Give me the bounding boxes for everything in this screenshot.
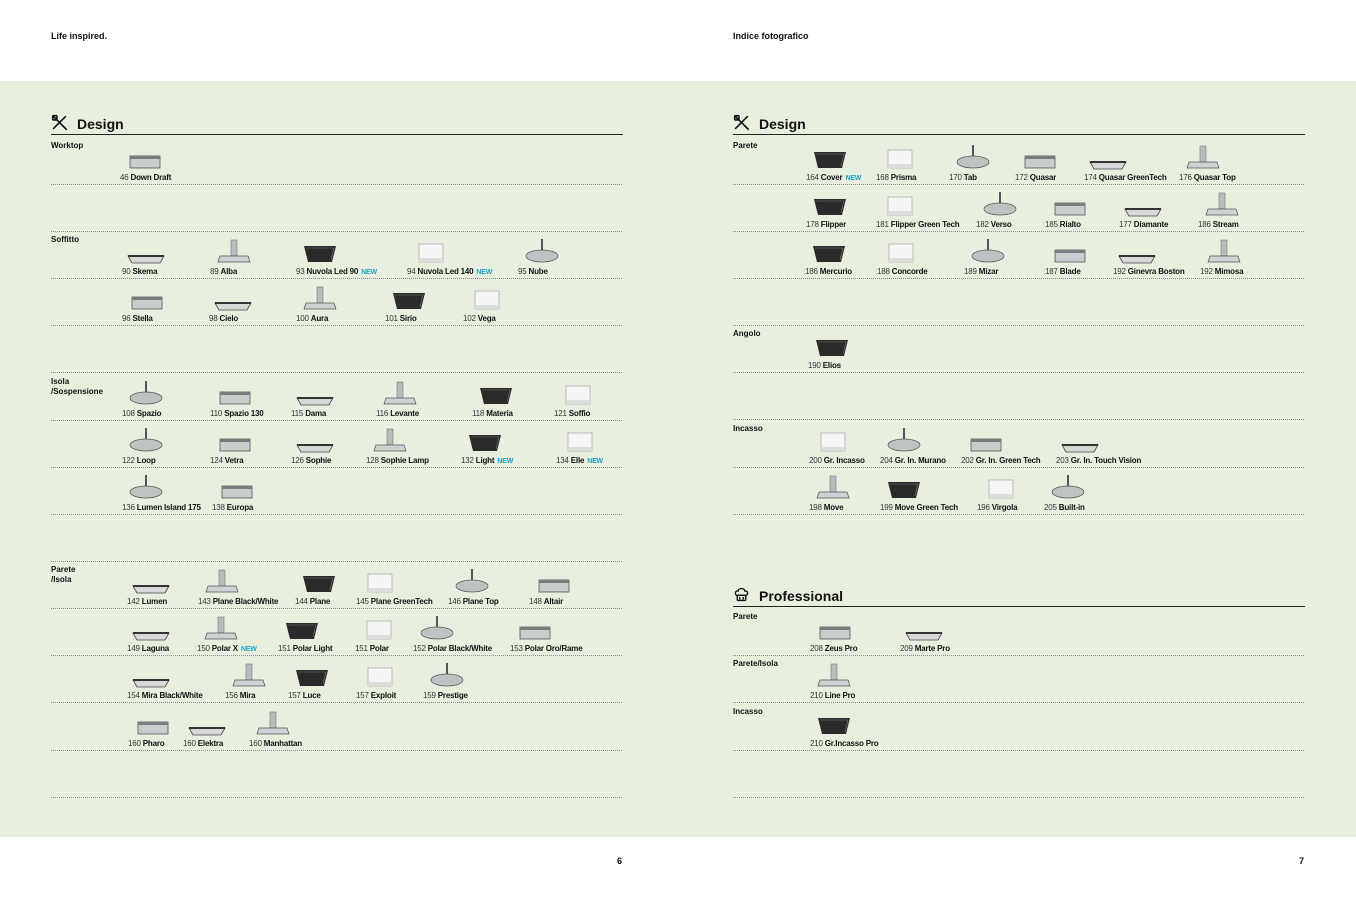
page-ref: 148 (529, 597, 542, 606)
page-ref: 186 (805, 267, 818, 276)
product-name: Gr. Incasso (823, 456, 865, 465)
product-name: Plane (309, 597, 331, 606)
product-name: Elios (822, 361, 841, 370)
product-name: Mira Black/White (141, 691, 203, 700)
page-ref: 94 (407, 267, 416, 276)
product-name: Polar Black/White (427, 644, 492, 653)
product-name: Altair (543, 597, 564, 606)
page-ref: 209 (900, 644, 913, 653)
category-label: Isola /Sospensione (51, 377, 104, 396)
page-ref: 96 (122, 314, 131, 323)
page-ref: 151 (355, 644, 368, 653)
product-name: Spazio (136, 409, 162, 418)
page-ref: 187 (1045, 267, 1058, 276)
page-ref: 138 (212, 503, 225, 512)
page-number-right: 7 (1299, 856, 1305, 866)
product-name: Concorde (891, 267, 928, 276)
page-ref: 178 (806, 220, 819, 229)
page-ref: 121 (554, 409, 567, 418)
page-ref: 108 (122, 409, 135, 418)
product-name: Down Draft (130, 173, 172, 182)
product-name: Nuvola Led 140 (417, 267, 474, 276)
page-ref: 160 (128, 739, 141, 748)
product-name: Dama (305, 409, 327, 418)
product-name: Blade (1059, 267, 1081, 276)
product-name: Plane Top (462, 597, 499, 606)
category-label: Angolo (733, 329, 761, 338)
page-ref: 110 (210, 409, 223, 418)
product-name: Virgola (991, 503, 1018, 512)
header-left: Life inspired. (51, 31, 108, 41)
product-name: Elektra (197, 739, 224, 748)
page-ref: 150 (197, 644, 210, 653)
page-ref: 189 (964, 267, 977, 276)
catalog-row (51, 137, 622, 185)
page-ref: 177 (1119, 220, 1132, 229)
product-name: Sophie Lamp (380, 456, 429, 465)
product-name: Plane Black/White (212, 597, 279, 606)
product-name: Gr. In. Green Tech (975, 456, 1041, 465)
product-name: Elle (570, 456, 585, 465)
page-ref: 144 (295, 597, 308, 606)
page-ref: 146 (448, 597, 461, 606)
new-badge: NEW (361, 269, 377, 276)
page-ref: 181 (876, 220, 889, 229)
catalog-row (733, 231, 1304, 279)
page-ref: 122 (122, 456, 135, 465)
catalog-row (733, 467, 1304, 515)
product-name: Light (475, 456, 495, 465)
catalog-row (733, 750, 1304, 798)
page-ref: 153 (510, 644, 523, 653)
product-name: Move Green Tech (894, 503, 958, 512)
page-ref: 192 (1200, 267, 1213, 276)
page-ref: 101 (385, 314, 398, 323)
page-ref: 102 (463, 314, 476, 323)
product-name: Polar Light (292, 644, 333, 653)
page-ref: 168 (876, 173, 889, 182)
product-name: Lumen Island 175 (136, 503, 201, 512)
section-header-design (733, 114, 1305, 135)
professional-icon (733, 586, 750, 603)
page-ref: 157 (356, 691, 369, 700)
catalog-row (51, 750, 622, 798)
page-ref: 188 (877, 267, 890, 276)
page-ref: 156 (225, 691, 238, 700)
page-ref: 198 (809, 503, 822, 512)
page-ref: 210 (810, 739, 823, 748)
product-name: Plane GreenTech (370, 597, 433, 606)
product-name: Lumen (141, 597, 168, 606)
product-name: Sirio (399, 314, 417, 323)
product-name: Materia (486, 409, 513, 418)
product-name: Sophie (305, 456, 332, 465)
page-ref: 186 (1198, 220, 1211, 229)
product-name: Prisma (890, 173, 917, 182)
product-name: Flipper Green Tech (890, 220, 960, 229)
product-name: Rialto (1059, 220, 1081, 229)
page-ref: 151 (278, 644, 291, 653)
catalog-row (733, 137, 1304, 185)
product-name: Marte Pro (914, 644, 950, 653)
page-ref: 200 (809, 456, 822, 465)
new-badge: NEW (587, 458, 603, 465)
page-ref: 203 (1056, 456, 1069, 465)
product-name: Vega (477, 314, 496, 323)
page-ref: 164 (806, 173, 819, 182)
product-name: Move (823, 503, 844, 512)
design-icon (51, 114, 68, 131)
product-name: Zeus Pro (824, 644, 858, 653)
section-title: Professional (759, 588, 844, 604)
product-name: Laguna (141, 644, 170, 653)
section-title: Design (77, 116, 124, 132)
page-ref: 126 (291, 456, 304, 465)
product-name: Quasar Top (1193, 173, 1236, 182)
product-name: Tab (963, 173, 977, 182)
product-name: Nube (528, 267, 548, 276)
catalog-row (51, 514, 622, 562)
catalog-row (51, 655, 622, 703)
category-label: Incasso (733, 707, 763, 716)
category-label: Soffitto (51, 235, 79, 244)
page-ref: 128 (366, 456, 379, 465)
product-name: Spazio 130 (224, 409, 264, 418)
page-ref: 143 (198, 597, 211, 606)
page-ref: 90 (122, 267, 131, 276)
product-name: Polar Oro/Rame (524, 644, 583, 653)
product-name: Gr. In. Murano (894, 456, 946, 465)
page-ref: 98 (209, 314, 218, 323)
product-name: Prestige (437, 691, 468, 700)
page-ref: 132 (461, 456, 474, 465)
product-name: Mimosa (1214, 267, 1244, 276)
page-ref: 199 (880, 503, 893, 512)
page-ref: 145 (356, 597, 369, 606)
product-name: Manhattan (263, 739, 302, 748)
product-name: Line Pro (824, 691, 856, 700)
product-name: Nuvola Led 90 (306, 267, 359, 276)
new-badge: NEW (845, 175, 862, 182)
page-ref: 176 (1179, 173, 1192, 182)
page-ref: 136 (122, 503, 135, 512)
category-label: Parete/Isola (733, 659, 778, 668)
product-name: Luce (302, 691, 321, 700)
page-ref: 172 (1015, 173, 1028, 182)
header-right: Indice fotografico (733, 31, 809, 41)
page-ref: 152 (413, 644, 426, 653)
product-name: Mizar (978, 267, 999, 276)
product-name: Stream (1212, 220, 1239, 229)
product-name: Mercurio (819, 267, 852, 276)
catalog-row (51, 278, 622, 326)
page-ref: 95 (518, 267, 527, 276)
page-ref: 46 (120, 173, 129, 182)
product-name: Europa (226, 503, 254, 512)
product-name: Aura (310, 314, 329, 323)
catalog-row (733, 420, 1304, 468)
product-name: Built-in (1058, 503, 1085, 512)
product-name: Soffio (568, 409, 591, 418)
catalog-row (733, 703, 1304, 751)
product-name: Levante (390, 409, 420, 418)
page-ref: 160 (249, 739, 262, 748)
page-ref: 196 (977, 503, 990, 512)
catalog-row (51, 373, 622, 421)
page-ref: 115 (291, 409, 304, 418)
page-ref: 149 (127, 644, 140, 653)
catalog-row (733, 325, 1304, 373)
design-icon (733, 114, 750, 131)
product-name: Stella (132, 314, 153, 323)
page-ref: 100 (296, 314, 309, 323)
catalog-row (51, 184, 622, 232)
product-name: Flipper (820, 220, 847, 229)
section-header-design (51, 114, 623, 135)
page-ref: 142 (127, 597, 140, 606)
page-ref: 154 (127, 691, 140, 700)
product-name: Skema (132, 267, 158, 276)
category-label: Parete (733, 612, 758, 621)
section-header-professional (733, 586, 1305, 607)
page-ref: 174 (1084, 173, 1097, 182)
product-name: Mira (239, 691, 256, 700)
catalog-row (733, 372, 1304, 420)
page-ref: 118 (472, 409, 485, 418)
page-ref: 204 (880, 456, 893, 465)
new-badge: NEW (240, 646, 257, 653)
page-ref: 170 (949, 173, 962, 182)
product-name: Pharo (142, 739, 165, 748)
product-name: Quasar (1029, 173, 1057, 182)
catalog-row (51, 703, 622, 751)
category-label: Parete (733, 141, 758, 150)
product-name: Loop (136, 456, 156, 465)
catalog-row (51, 325, 622, 373)
catalog-row (733, 608, 1304, 656)
catalog-row (51, 420, 622, 468)
page-ref: 190 (808, 361, 821, 370)
catalog-row (733, 655, 1304, 703)
product-name: Gr. In. Touch Vision (1070, 456, 1142, 465)
catalog-row (733, 184, 1304, 232)
product-name: Vetra (224, 456, 244, 465)
catalog-row (51, 467, 622, 515)
product-name: Cielo (219, 314, 239, 323)
page-ref: 192 (1113, 267, 1126, 276)
page-ref: 210 (810, 691, 823, 700)
new-badge: NEW (497, 458, 514, 465)
page-ref: 159 (423, 691, 436, 700)
category-label: Parete /Isola (51, 565, 76, 584)
product-name: Polar (369, 644, 389, 653)
product-name: Ginevra Boston (1127, 267, 1185, 276)
page-ref: 157 (288, 691, 301, 700)
catalog-row (51, 608, 622, 656)
page-number-left: 6 (617, 856, 623, 866)
product-name: Alba (220, 267, 238, 276)
page-ref: 116 (376, 409, 389, 418)
catalog-row (51, 561, 622, 609)
page-ref: 182 (976, 220, 989, 229)
category-label: Incasso (733, 424, 763, 433)
page-ref: 160 (183, 739, 196, 748)
section-title: Design (759, 116, 806, 132)
page-ref: 93 (296, 267, 305, 276)
catalog-row (733, 278, 1304, 326)
product-name: Polar X (211, 644, 238, 653)
page-ref: 134 (556, 456, 569, 465)
product-name: Verso (990, 220, 1012, 229)
page-ref: 185 (1045, 220, 1058, 229)
category-label: Worktop (51, 141, 84, 150)
product-name: Diamante (1133, 220, 1169, 229)
product-name: Exploit (370, 691, 397, 700)
product-name: Cover (820, 173, 843, 182)
page-ref: 208 (810, 644, 823, 653)
page-ref: 205 (1044, 503, 1057, 512)
product-name: Quasar GreenTech (1098, 173, 1167, 182)
page-ref: 124 (210, 456, 223, 465)
page-ref: 202 (961, 456, 974, 465)
new-badge: NEW (476, 269, 493, 276)
page-ref: 89 (210, 267, 219, 276)
product-name: Gr.Incasso Pro (824, 739, 879, 748)
catalog-row (51, 231, 622, 279)
